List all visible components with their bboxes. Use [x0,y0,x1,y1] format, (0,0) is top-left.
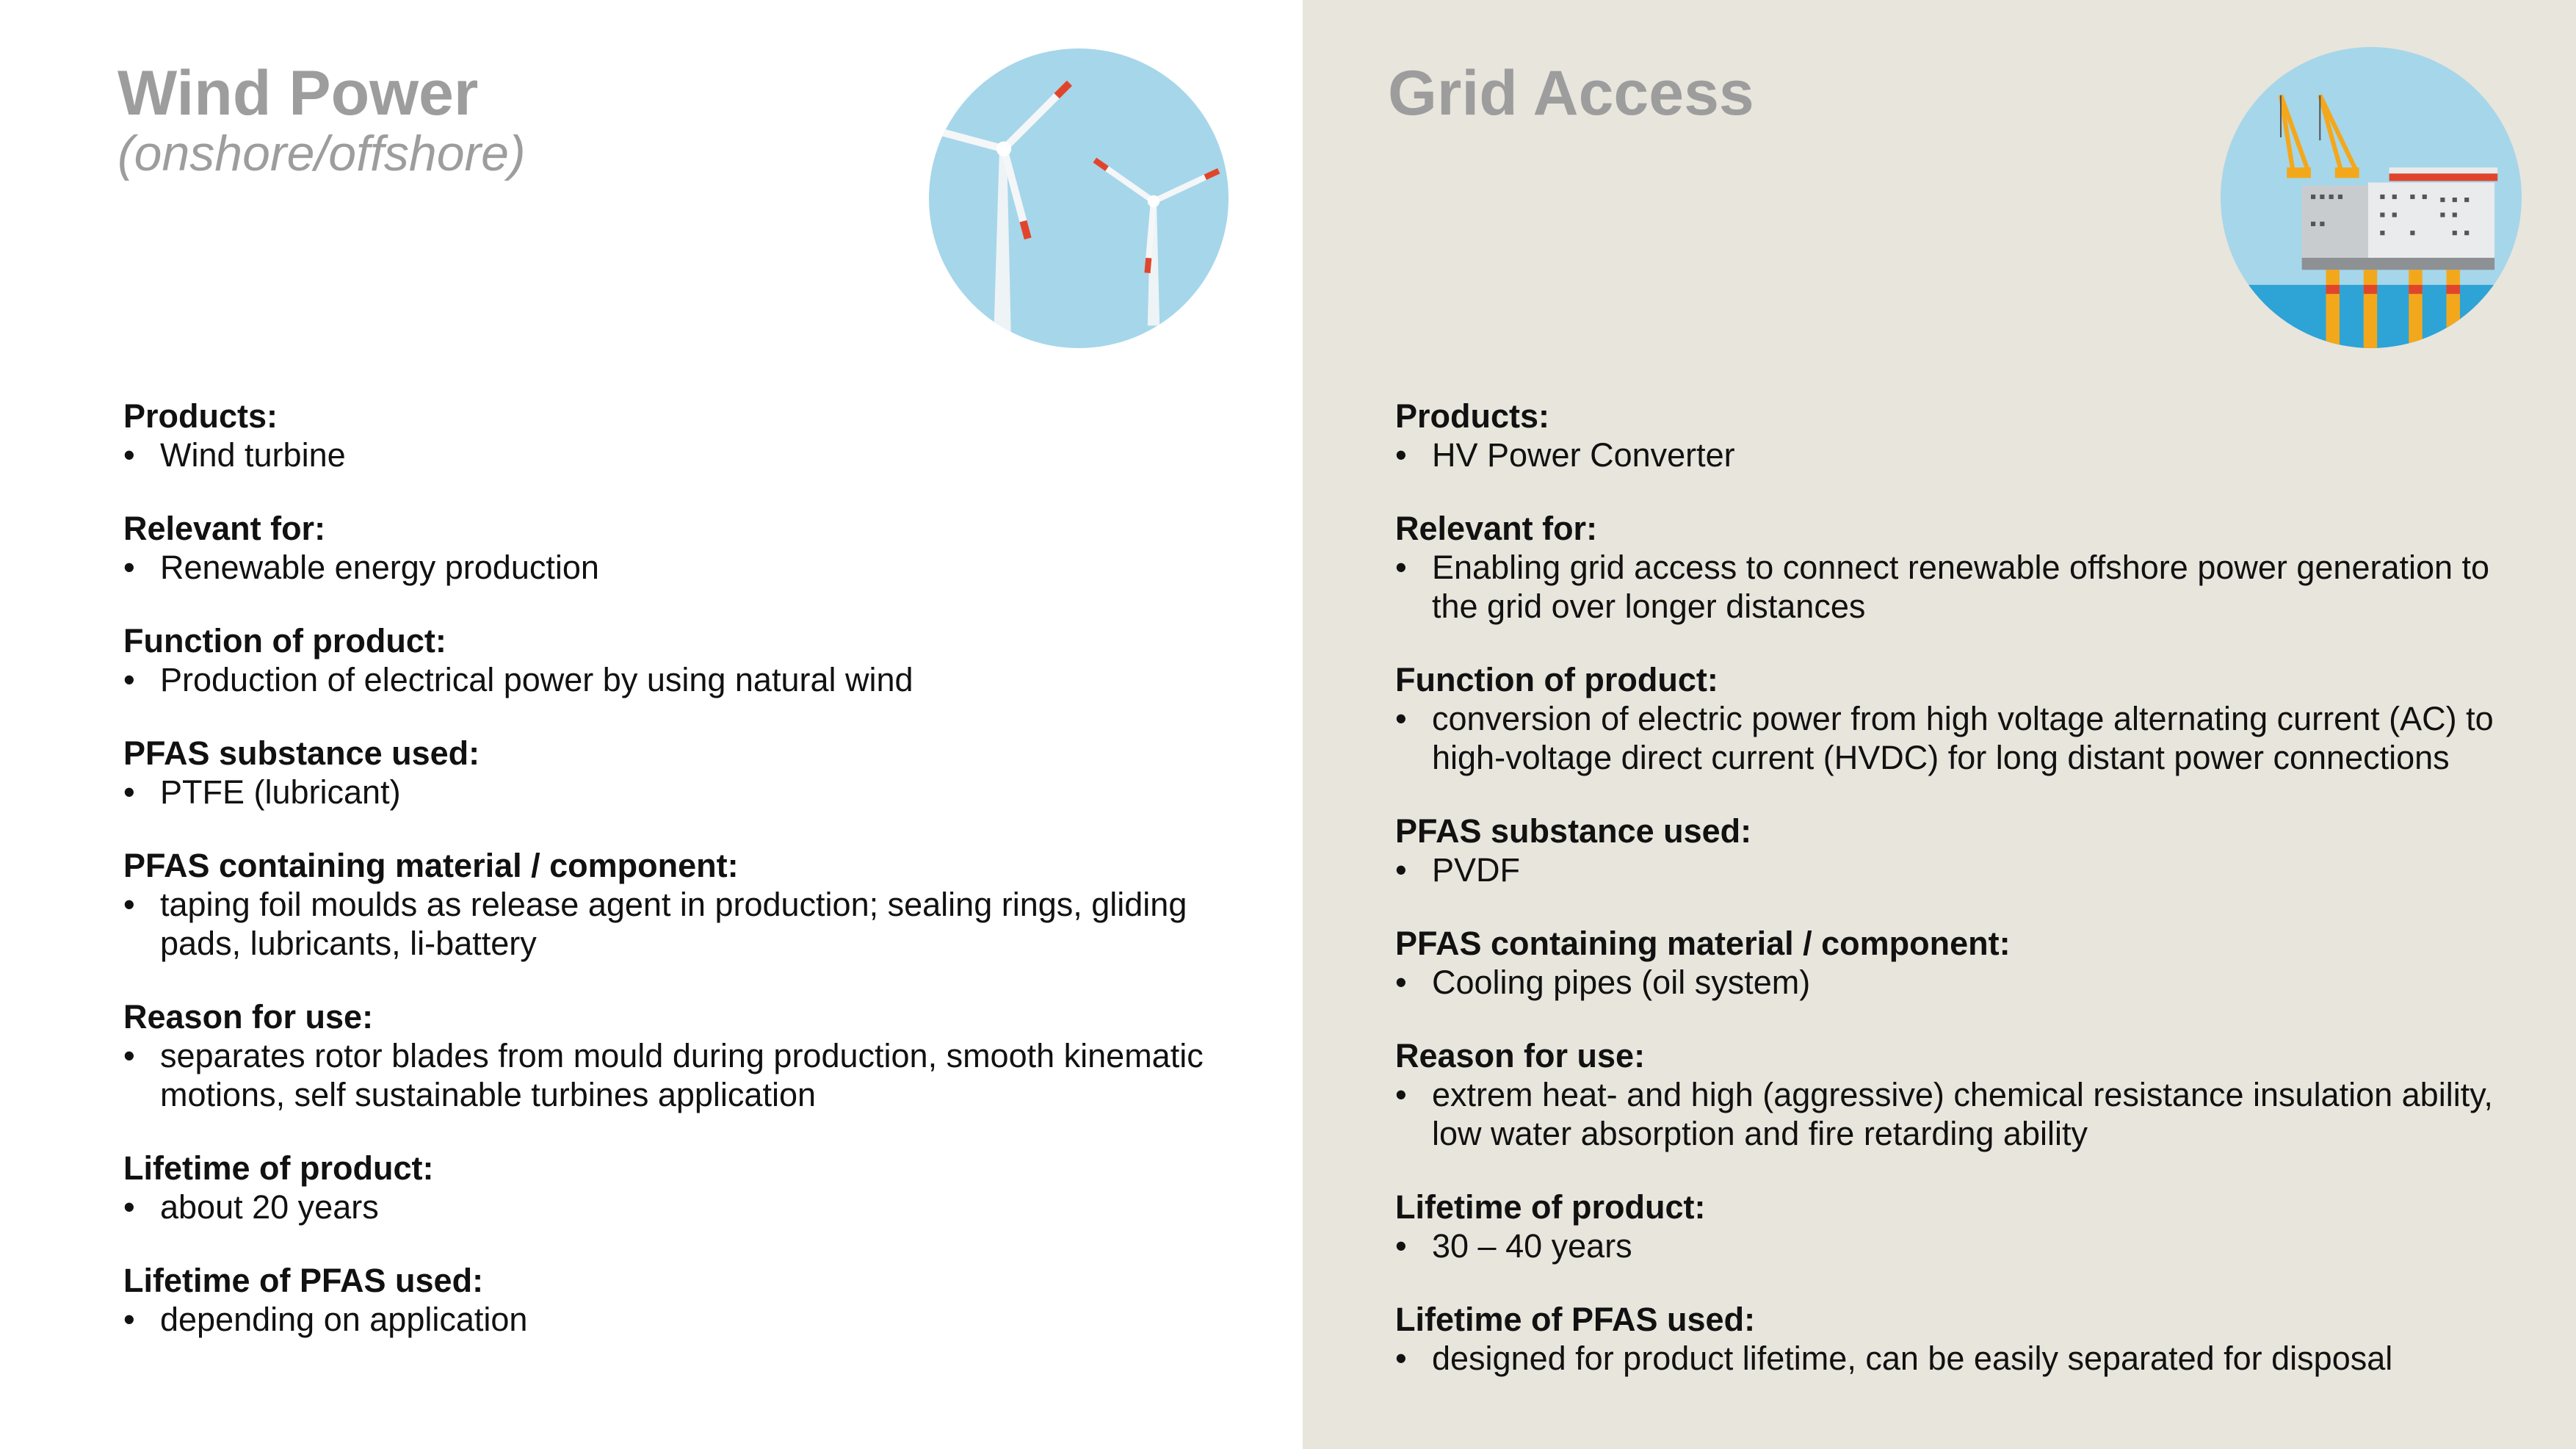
bullet-item: • 30 – 40 years [1395,1226,2504,1265]
section-heading: Reason for use: [123,998,374,1036]
grid-access-title: Grid Access [1388,58,1754,129]
section-heading: Lifetime of product: [1395,1188,1706,1226]
bullet-item: • depending on application [123,1300,1262,1339]
section-heading: Relevant for: [1395,510,1598,547]
section-heading: Function of product: [123,622,446,660]
section-pfas-lifetime [1395,1300,2541,1378]
bullet-item: • designed for product lifetime, can be easily separated for disposal [1395,1339,2504,1378]
section-heading: Products: [1395,397,1550,435]
section-pfas-substance [1395,812,2541,889]
section-reason [123,997,1269,1114]
section-heading: PFAS substance used: [123,734,480,772]
section-heading: Relevant for: [123,510,326,547]
section-relevant-for [1395,509,2541,626]
section-heading: Lifetime of PFAS used: [1395,1301,1756,1338]
section-products [1395,397,2541,474]
bullet-item: • separates rotor blades from mould during production, smooth kinematic motions, self sustainable turbines application [123,1036,1262,1114]
section-relevant-for [123,509,1269,587]
wind-power-subtitle: (onshore/offshore) [117,126,526,181]
section-heading: Products: [123,397,278,435]
bullet-item: • Renewable energy production [123,548,1262,587]
bullet-item: • Wind turbine [123,436,1262,474]
bullet-item: • HV Power Converter [1395,436,2504,474]
section-pfas-lifetime [123,1261,1269,1339]
bullet-item: • conversion of electric power from high voltage alternating current (AC) to high-voltage direct current (HVDC) for long distant power connections [1395,699,2504,777]
section-heading: PFAS containing material / component: [1395,925,2011,962]
bullet-item: • taping foil moulds as release agent in production; sealing rings, gliding pads, lubricants, li-battery [123,885,1262,963]
bullet-item: • extrem heat- and high (aggressive) chemical resistance insulation ability, low water absorption and fire retarding ability [1395,1075,2504,1153]
wind-power-details [123,397,1269,1373]
section-heading: PFAS substance used: [1395,812,1752,850]
section-heading: Reason for use: [1395,1037,1646,1074]
bullet-item: • PTFE (lubricant) [123,773,1262,812]
bullet-item: • Cooling pipes (oil system) [1395,963,2504,1002]
bullet-item: • Enabling grid access to connect renewable offshore power generation to the grid over longer distances [1395,548,2504,626]
grid-access-panel [1303,0,2576,1449]
wind-power-title: Wind Power [117,58,479,129]
bullet-item: • Production of electrical power by using natural wind [123,660,1262,699]
section-heading: PFAS containing material / component: [123,847,739,884]
section-heading: Lifetime of PFAS used: [123,1262,484,1299]
section-products [123,397,1269,474]
offshore-platform-icon [2221,47,2522,348]
section-heading: Function of product: [1395,661,1718,698]
bullet-item: • about 20 years [123,1188,1262,1226]
section-product-lifetime [123,1149,1269,1226]
grid-access-details [1395,397,2541,1412]
section-pfas-substance [123,734,1269,812]
wind-turbine-icon [929,48,1229,348]
section-product-lifetime [1395,1188,2541,1265]
section-reason [1395,1036,2541,1153]
bullet-item: • PVDF [1395,850,2504,889]
section-heading: Lifetime of product: [123,1149,434,1187]
section-function [123,621,1269,699]
section-function [1395,660,2541,777]
section-pfas-material [123,846,1269,963]
section-pfas-material [1395,924,2541,1002]
